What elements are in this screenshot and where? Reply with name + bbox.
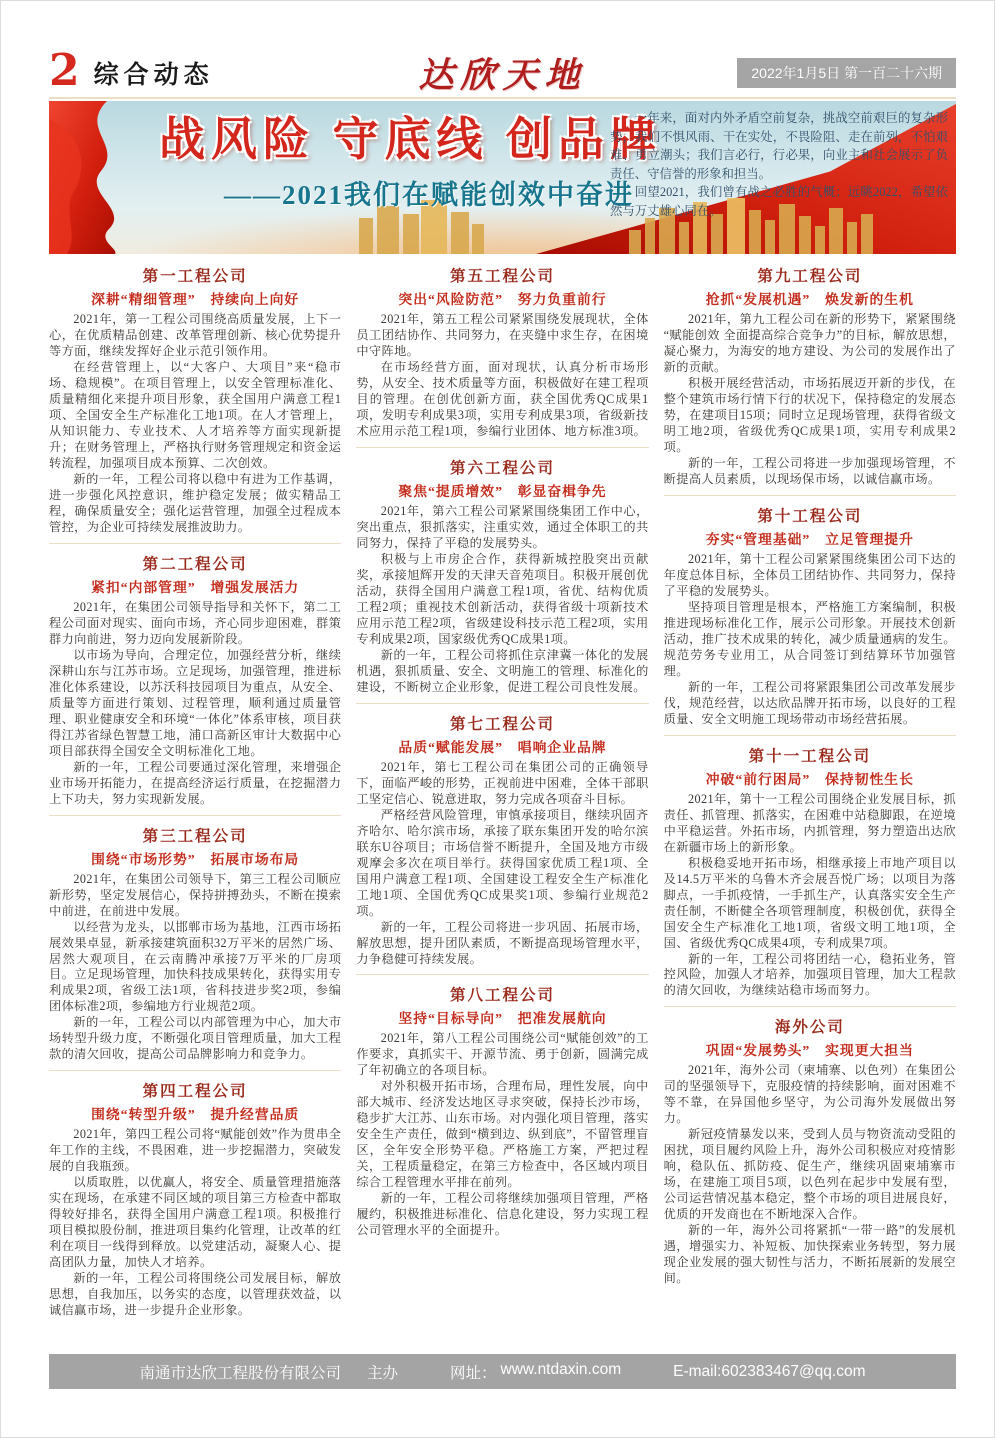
article-body	[356, 1031, 648, 1239]
banner-subtitle: ——2021我们在赋能创效中奋进	[224, 180, 634, 210]
banner-intro-paragraph: 回望2021，我们曾有战之必胜的气概；远眺2022，希望依然与万丈雄心同在。	[610, 185, 948, 219]
theme-banner	[49, 101, 956, 254]
article-company-title: 第五工程公司	[449, 268, 555, 285]
page-number: 2	[49, 45, 80, 96]
article-headline: 巩固“发展势头” 实现更大担当	[705, 1043, 914, 1059]
article-paragraph: 坚持项目管理是根本，严格施工方案编制，积极推进现场标准化工作，展示公司形象。开展技术创新活动，推广技术成果的转化，减少质量通病的发生。规范劳务专业用工，从合同签订到结算环节加强管理。	[663, 599, 956, 678]
article-headline: 抢抓“发展机遇” 焕发新的生机	[705, 292, 914, 307]
section-title: 综合动态	[93, 62, 214, 89]
article-paragraph: 以质取胜，以优赢人，将安全、质量管理措施落实在现场，在承建不同区域的项目第三方检查中都取得较好排名，获得全国用户满意工程1项。积极推行项目模拟股份制，推进项目集约化管理，让改革的红利在项目一线得到释放。以党建活动，凝聚人心、提高团队力量，加快人才培养。	[49, 1175, 342, 1270]
article	[356, 703, 648, 968]
article	[49, 815, 341, 1064]
article-body	[356, 504, 648, 696]
article	[356, 447, 648, 696]
article-company-title: 海外公司	[774, 1019, 845, 1037]
issue-date-box: 2022年1月5日 第一百二十六期	[737, 58, 956, 88]
article-body	[356, 312, 648, 440]
article-body	[664, 552, 956, 728]
article-company-title: 第二工程公司	[142, 555, 248, 573]
article	[49, 543, 341, 808]
article-paragraph: 新的一年，工程公司将以稳中有进为工作基调，进一步强化风控意识，维护稳定发展；做实精品工程，确保质量安全；强化运营管理，加强全过程成本管控，为企业可持续发展推波助力。	[49, 471, 342, 534]
article	[49, 1070, 341, 1319]
article-paragraph: 对外积极开拓市场，合理布局，理性发展，向中部大城市、经济发达地区寻求突破，保持长沙市场，稳步扩大江苏、山东市场。对内强化项目管理，落实安全生产责任，做到“横到边、纵到底”，不留管理盲区，全年安全形势平稳。严格施工方案，严把过程关，工程质量稳定，在第三方检查中，各区域内项目综合工程管理水平排在前列。	[356, 1079, 649, 1190]
article	[664, 264, 956, 488]
article	[664, 735, 956, 1000]
article-paragraph: 在市场经营方面，面对现状，认真分析市场形势，从安全、技术质量等方面，积极做好在建工程项目的管理。在创优创新方面，获全国优秀QC成果1项，发明专利成果3项，实用专利成果3项，省级新技术应用示范工程1项，参编行业团体、地方标准3项。	[356, 359, 649, 438]
article-headline: 深耕“精细管理” 持续向上向好	[91, 292, 300, 307]
article	[664, 495, 956, 728]
article-company-title: 第一工程公司	[142, 268, 248, 285]
article-paragraph: 新的一年，工程公司将进一步巩固、拓展市场，解放思想，提升团队素质，不断提高现场管理水平，力争稳健可持续发展。	[356, 919, 649, 966]
article-paragraph: 新的一年，海外公司将紧抓“一带一路”的发展机遇，增强实力、补短板、加快探索业务转型，努力展现企业发展的强大韧性与活力，不断拓展新的发展空间。	[663, 1223, 956, 1286]
article-paragraph: 新的一年，工程公司将抓住京津冀一体化的发展机遇，狠抓质量、安全、文明施工的管理、标准化的建设，不断树立企业形象，促进工程公司良性发展。	[356, 647, 649, 694]
article-paragraph: 新冠疫情暴发以来，受到人员与物资流动受阻的困扰，项目履约风险上升，海外公司积极应对疫情影响，稳队伍、抓防疫、促生产，继续巩固柬埔寨市场，在建施工项目5项，以色列在起步中发展有型，公司运营情况基本稳定，整个市场的项目进展良好，优质的开发商也在不断地深入合作。	[663, 1127, 956, 1222]
article-paragraph: 2021年，第六工程公司紧紧围绕集团工作中心，突出重点，狠抓落实，注重实效，通过全体职工的共同努力，保持了平稳的发展势头。	[356, 503, 649, 550]
article-paragraph: 2021年，第八工程公司围绕公司“赋能创效”的工作要求，真抓实干、开源节流、勇于创新，圆满完成了年初确立的各项目标。	[356, 1031, 649, 1078]
article-paragraph: 2021年，第七工程公司在集团公司的正确领导下，面临严峻的形势，正视前进中困难，全体干部职工坚定信心、锐意进取，努力完成各项奋斗目标。	[356, 759, 649, 806]
article-paragraph: 2021年，第四工程公司将“赋能创效”作为贯串全年工作的主线，不畏困难，进一步挖掘潜力，突破发展的自我瓶颈。	[49, 1127, 342, 1174]
article-company-title: 第九工程公司	[757, 268, 863, 285]
article-body	[49, 872, 341, 1064]
article-paragraph: 以市场为导向，合理定位，加强经营分析，继续深耕山东与江苏市场。立足现场，加强管理，推进标准化体系建设，以苏沃科技园项目为重点，从安全、质量等方面进行策划、过程管理，顺利通过质量管理、职业健康安全和环境“一体化”体系审核，项目获得江苏省绿色智慧工地，浦口高新区审计大数据中心项目部获得全国安全文明标准化工地。	[49, 647, 342, 758]
article-body	[664, 792, 956, 1000]
footer-website: www.ntdaxin.com	[500, 1360, 622, 1378]
banner-title: 战风险 守底线 创品牌	[159, 114, 662, 165]
column-2	[356, 264, 648, 1348]
article-company-title: 第四工程公司	[142, 1083, 248, 1101]
article-headline: 冲破“前行困局” 保持韧性生长	[705, 771, 914, 787]
article-paragraph: 积极稳妥地开拓市场，相继承接上市地产项目以及14.5万平米的乌鲁木齐会展吾悦广场；以项目为落脚点，一手抓疫情，一手抓生产，认真落实安全生产责任制，不断健全各项管理制度，积极创优，获得全国安全生产标准化工地1项，省级文明工地1项，全国、省级优秀QC成果4项，专利成果7项。	[663, 855, 956, 950]
article-headline: 聚焦“提质增效” 彰显奋楫争先	[398, 483, 607, 499]
article-headline: 夯实“管理基础” 立足管理提升	[705, 531, 914, 547]
article-paragraph: 2021年，在集团公司领导下，第三工程公司顺应新形势，坚定发展信心，保持拼搏劲头，不断在摸索中前进，在前进中发展。	[49, 871, 342, 918]
article-paragraph: 积极与上市房企合作，获得新城控股突出贡献奖，承接旭辉开发的天津天音苑项目。积极开展创优活动，获得全国用户满意工程1项，省优、结构优质工程2项；重视技术创新活动，获得省级十项新技术应用示范工程2项，省级建设科技示范工程2项，实用专利成果2项，国家级优秀QC成果1项。	[356, 551, 649, 646]
article-paragraph: 新的一年，工程公司将进一步加强现场管理，不断提高人员素质，以现场保市场，以诚信赢市场。	[663, 455, 956, 486]
article-paragraph: 新的一年，工程公司将紧跟集团公司改革发展步伐，规范经营，以达欣品牌开拓市场，以良好的工程质量、安全文明施工现场带动市场经营拓展。	[663, 679, 956, 726]
article-headline: 突出“风险防范” 努力负重前行	[398, 292, 607, 307]
article-paragraph: 以经营为龙头，以邯郸市场为基地，江西市场拓展效果卓显，新承接建筑面积32万平米的居然广场、居然大观项目，在云南腾冲承接7万平米的厂房项目。立足现场管理，加快科技成果转化，获得实用专利成果2项，省级工法1项，省科技进步奖2项，参编团体标准2项，参编地方行业规范2项。	[49, 919, 342, 1014]
footer-website-label: 网址：	[450, 1364, 497, 1382]
article-body	[356, 760, 648, 968]
footer-role: 主办	[367, 1364, 399, 1382]
banner-intro	[610, 109, 948, 221]
column-1	[49, 264, 341, 1348]
article-grid	[49, 264, 956, 1348]
article-paragraph: 2021年，在集团公司领导指导和关怀下，第二工程公司面对现实、面向市场，齐心同步迎困难，群策群力向前进，努力迈向发展新阶段。	[49, 599, 342, 646]
article-company-title: 第三工程公司	[142, 827, 248, 845]
article-paragraph: 2021年，第十一工程公司围绕企业发展目标，抓责任、抓管理、抓落实，在困难中站稳脚跟，在逆境中平稳运营。外拓市场，内抓管理，努力塑造出达欣在新疆市场上的新形象。	[663, 791, 956, 854]
article-company-title: 第六工程公司	[449, 459, 555, 477]
article-paragraph: 2021年，海外公司（柬埔寨、以色列）在集团公司的坚强领导下，克服疫情的持续影响，面对困难不等不靠，在异国他乡坚守，为公司海外发展做出努力。	[663, 1063, 956, 1126]
footer-bar	[49, 1354, 956, 1389]
article-company-title: 第十工程公司	[757, 507, 863, 525]
article-paragraph: 积极开展经营活动，市场拓展迈开新的步伐，在整个建筑市场行情下行的状况下，保持稳定的发展态势，在建项目15项；同时立足现场管理，获得省级文明工地2项，省级优秀QC成果1项，实用专利成果2项。	[663, 375, 956, 454]
article-body	[664, 1063, 956, 1287]
article-body	[664, 312, 956, 488]
article-headline: 围绕“转型升级” 提升经营品质	[91, 1107, 300, 1123]
article	[664, 1006, 956, 1287]
article-paragraph: 新的一年，工程公司将继续加强项目管理，严格履约，积极推进标准化、信息化建设，努力实现工程公司管理水平的全面提升。	[356, 1191, 649, 1238]
article-body	[49, 312, 341, 536]
page-header	[49, 45, 956, 99]
article-headline: 紧扣“内部管理” 增强发展活力	[91, 579, 300, 595]
article-paragraph: 新的一年，工程公司以内部管理为中心，加大市场转型升级力度，不断强化项目管理质量，加大工程款的清欠回收，提高公司品牌影响力和竞争力。	[49, 1015, 342, 1062]
article-body	[49, 1127, 341, 1319]
article-headline: 围绕“市场形势” 拓展市场布局	[91, 851, 300, 867]
article-paragraph: 2021年，第五工程公司紧紧围绕发展现状，全体员工团结协作、共同努力，在夹缝中求生存，在困境中守阵地。	[356, 312, 649, 358]
article-headline: 品质“赋能发展” 唱响企业品牌	[398, 739, 607, 755]
article-paragraph: 2021年，第十工程公司紧紧围绕集团公司下达的年度总体目标，全体员工团结协作、共同努力，保持了平稳的发展势头。	[663, 551, 956, 598]
banner-intro-paragraph: 一年来，面对内外矛盾空前复杂，挑战空前艰巨的复杂形势，我们不惧风雨、干在实处，不畏险阻、走在前列，不怕艰难、勇立潮头；我们言必行，行必果，向业主和社会展示了负责任、守信誉的形象和担当。	[610, 111, 948, 181]
column-3	[664, 264, 956, 1348]
article-company-title: 第十一工程公司	[748, 747, 872, 765]
article-company-title: 第七工程公司	[449, 715, 555, 733]
footer-email: E-mail:602383467@qq.com	[673, 1362, 866, 1380]
article-paragraph: 在经营管理上，以“大客户、大项目”来“稳市场、稳规模”。在项目管理上，以安全管理标准化、质量精细化来提升项目形象，获全国用户满意工程1项、全国安全生产标准化工地1项。在人才管理上，从知识能力、专业技术、人才培养等方面实现新提升；在财务管理上，严格执行财务管理规定和资金运转流程，加强项目成本预算、二次创效。	[49, 359, 342, 470]
article-paragraph: 新的一年，工程公司将团结一心，稳拓业务，管控风险，加强人才培养，加强项目管理，加大工程款的清欠回收，为继续站稳市场而努力。	[663, 951, 956, 998]
article-body	[49, 600, 341, 808]
article-paragraph: 2021年，第九工程公司在新的形势下，紧紧围绕“赋能创效 全面提高综合竞争力”的目标，解放思想，凝心聚力，为海安的地方建设、为公司的发展作出了新的贡献。	[663, 312, 956, 374]
article-paragraph: 新的一年，工程公司将围绕公司发展目标，解放思想，自我加压，以务实的态度，以管理获效益，以诚信赢市场，进一步提升企业形象。	[49, 1271, 342, 1318]
article	[49, 264, 341, 536]
article-paragraph: 新的一年，工程公司要通过深化管理，来增强企业市场开拓能力，在提高经济运行质量，在挖掘潜力上下功夫，努力实现新发展。	[49, 759, 342, 806]
article-headline: 坚持“目标导向” 把准发展航向	[398, 1011, 607, 1027]
article-company-title: 第八工程公司	[449, 987, 555, 1005]
masthead-title: 达欣天地	[418, 56, 587, 95]
article	[356, 264, 648, 440]
article	[356, 974, 648, 1239]
article-paragraph: 严格经营风险管理，审慎承接项目，继续巩固齐齐哈尔、哈尔滨市场，承接了联东集团开发的哈尔滨联东U谷项目；市场信誉不断提升，全国及地方市级观摩会多次在项目举行。获得国家优质工程1项、全国用户满意工程1项、全国建设工程安全生产标准化工地1项、全国优秀QC成果奖1项、参编行业规范2项。	[356, 807, 649, 918]
footer-organizer: 南通市达欣工程股份有限公司	[139, 1364, 341, 1382]
article-paragraph: 2021年，第一工程公司围绕高质量发展，上下一心，在优质精品创建、改革管理创新、核心优势提升等方面，继续发挥好企业示范引领作用。	[49, 312, 342, 358]
